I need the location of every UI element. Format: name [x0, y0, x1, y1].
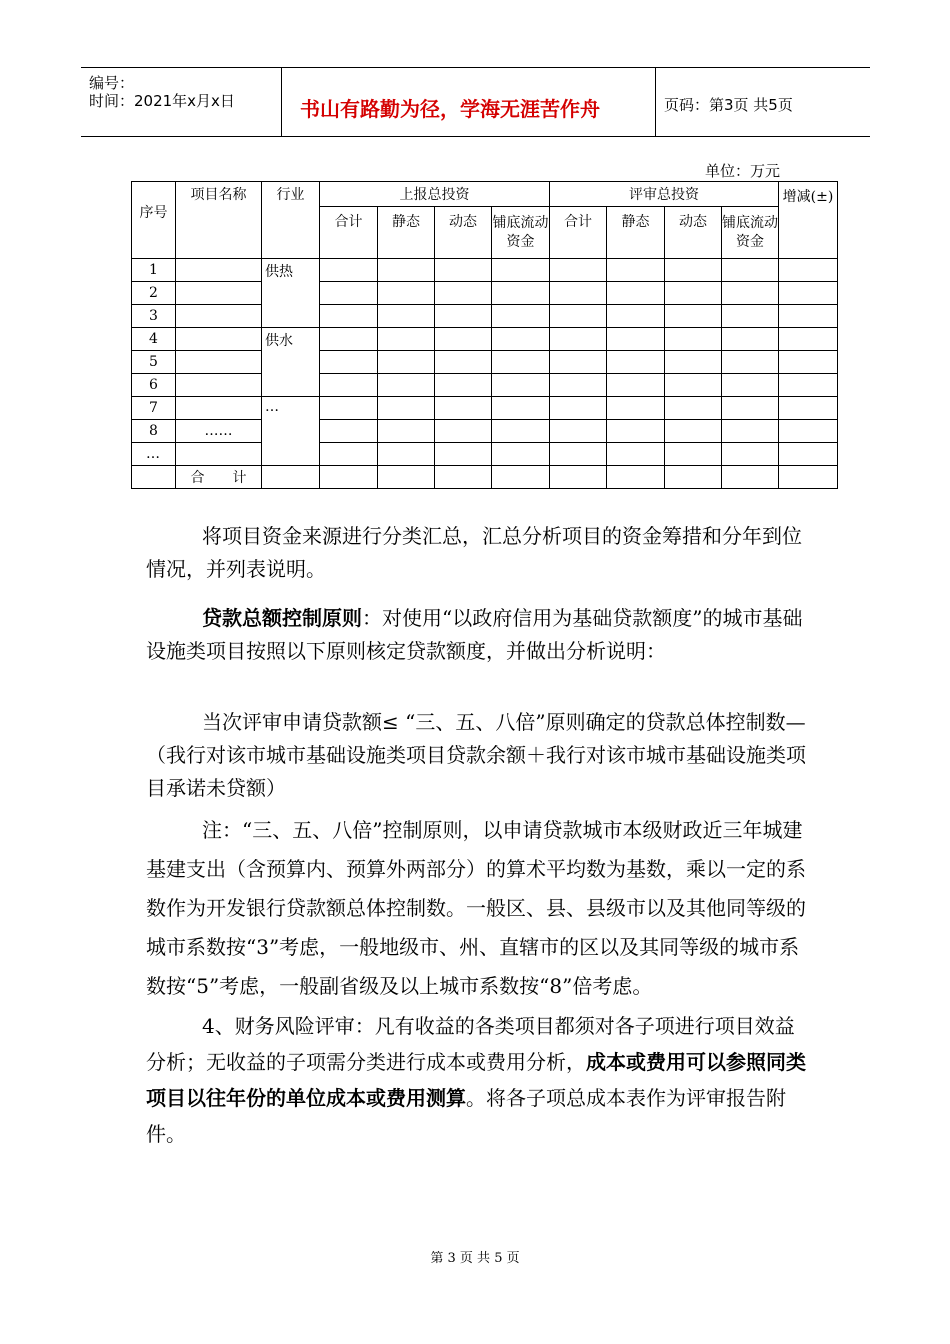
- header-motto: 书山有路勤为径，学海无涯苦作舟: [300, 97, 600, 121]
- industry-cell: …: [262, 397, 320, 466]
- sub-total-header: 合计: [550, 207, 607, 259]
- row-name-cell: [176, 259, 262, 282]
- group-reported-header: 上报总投资: [320, 182, 550, 207]
- unit-label: 单位：万元: [705, 162, 781, 180]
- number-label: 编号：: [89, 74, 135, 92]
- page-header: [81, 67, 870, 137]
- col-name-header: 项目名称: [176, 182, 262, 259]
- row-name-cell: [176, 328, 262, 351]
- total-index-cell: [132, 466, 176, 489]
- col-industry-header: 行业: [262, 182, 320, 259]
- row-name-cell: [176, 397, 262, 420]
- sub-total-header: 合计: [320, 207, 378, 259]
- row-index: 3: [132, 305, 176, 328]
- sub-dynamic-header: 动态: [665, 207, 722, 259]
- loan-principle-text: ：对使用“以政府信用为基础贷款额度”的城市基础设施类项目按照以下原则核定贷款额度，并做出分析说明：: [146, 606, 803, 663]
- header-divider: [281, 68, 282, 136]
- header-page-info: 页码：第3页 共5页: [664, 96, 793, 114]
- industry-cell: 供水: [262, 328, 320, 397]
- row-index: 7: [132, 397, 176, 420]
- row-name-cell: [176, 282, 262, 305]
- sub-working-capital-header: 铺底流动资金: [492, 207, 550, 259]
- page-footer: 第 3 页 共 5 页: [430, 1251, 520, 1266]
- paragraph-loan-formula: 当次评审申请贷款额≤ “三、五、八倍”原则确定的贷款总体控制数—（我行对该市城市基础设施类项目贷款余额＋我行对该市城市基础设施类项目承诺未贷额）: [146, 710, 806, 800]
- row-name-cell: [176, 374, 262, 397]
- sub-static-header: 静态: [378, 207, 435, 259]
- time-label: 时间：2021年x月x日: [89, 92, 235, 110]
- col-change-header: 增减(±): [779, 182, 838, 259]
- row-index: 2: [132, 282, 176, 305]
- col-index-header: 序号: [132, 182, 176, 259]
- group-reviewed-header: 评审总投资: [550, 182, 779, 207]
- body-text: [146, 520, 806, 1152]
- paragraph-note: 注：“三、五、八倍”控制原则，以申请贷款城市本级财政近三年城建基建支出（含预算内、预算外两部分）的算术平均数为基数，乘以一定的系数作为开发银行贷款额总体控制数。一般区、县、县级市以及其他同等级的城市系数按“3”考虑，一般地级市、州、直辖市的区以及其同等级的城市系数按“5”考虑，一般副省级及以上城市系数按“8”倍考虑。: [146, 818, 806, 998]
- paragraph-financial-risk: [146, 1008, 806, 1152]
- financial-risk-bold: 成本或费用可以参照同类项目以往年份的单位成本或费用测算: [146, 1050, 806, 1110]
- investment-table: [131, 181, 838, 489]
- sub-dynamic-header: 动态: [435, 207, 492, 259]
- header-divider: [655, 68, 656, 136]
- row-name-cell: [176, 305, 262, 328]
- row-name-cell: [176, 443, 262, 466]
- row-index: …: [132, 443, 176, 466]
- paragraph-loan-principle: [146, 602, 806, 668]
- row-index: 8: [132, 420, 176, 443]
- financial-risk-tail: 。将各子项总成本表作为评审报告附件。: [146, 1086, 786, 1146]
- row-name-cell: [176, 351, 262, 374]
- row-name-cell: ……: [176, 420, 262, 443]
- sub-static-header: 静态: [607, 207, 665, 259]
- row-index: 6: [132, 374, 176, 397]
- financial-risk-text: 4、财务风险评审：凡有收益的各类项目都须对各子项进行项目效益分析；无收益的子项需分类进行成本或费用分析，: [146, 1014, 795, 1074]
- industry-cell: 供热: [262, 259, 320, 328]
- sub-working-capital-header: 铺底流动资金: [722, 207, 779, 259]
- total-label: 合 计: [176, 466, 262, 489]
- row-index: 4: [132, 328, 176, 351]
- loan-principle-heading: 贷款总额控制原则: [202, 606, 362, 630]
- paragraph-funding-sources: 将项目资金来源进行分类汇总，汇总分析项目的资金筹措和分年到位情况，并列表说明。: [146, 524, 802, 581]
- row-index: 1: [132, 259, 176, 282]
- row-index: 5: [132, 351, 176, 374]
